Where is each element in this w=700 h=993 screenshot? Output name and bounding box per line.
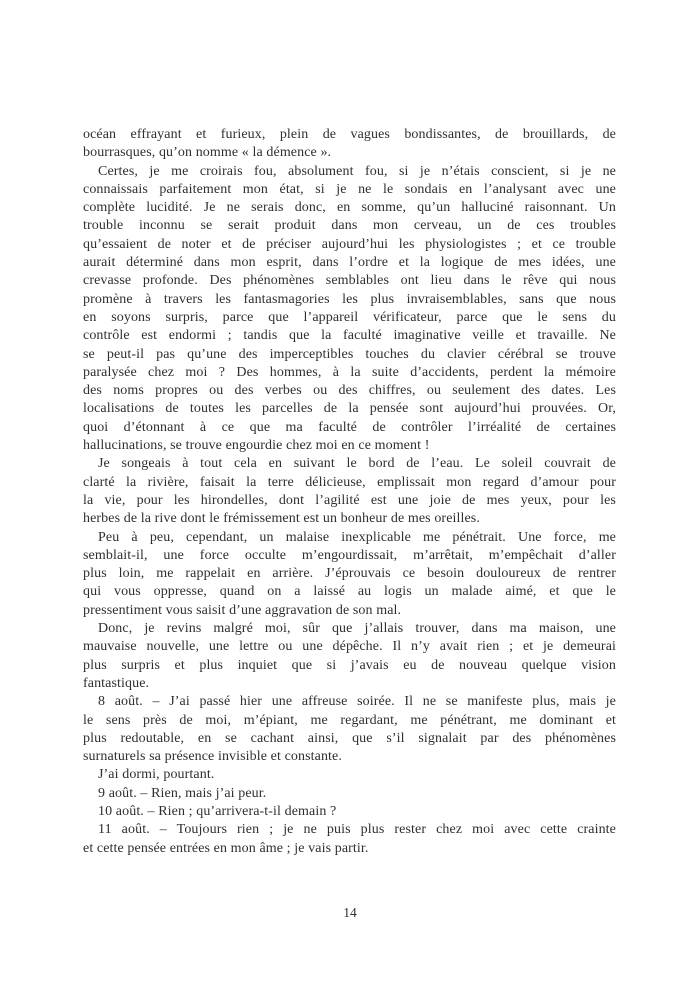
text-line: contrôle est endormi ; tandis que la faculté imaginative veille et travaille. Ne	[83, 328, 616, 344]
text-line: fantastique.	[83, 675, 150, 691]
text-line: localisations de toutes les parcelles de la pensée sont aujourd’hui prouvées. Or,	[83, 401, 616, 417]
text-line: en soyons surpris, parce que l’appareil vérificateur, parce que le sens du	[83, 309, 616, 325]
text-line: la vie, pour les hirondelles, dont l’agilité est une joie de mes yeux, pour les	[83, 492, 616, 508]
text-line: pressentiment vous saisit d’une aggravation de son mal.	[83, 602, 402, 618]
text-line: océan effrayant et furieux, plein de vagues bondissantes, de brouillards, de	[83, 127, 616, 142]
text-line: plus surpris et plus inquiet que si j’avais eu de nouveau quelque vision	[83, 657, 616, 673]
text-line: quoi d’étonnant à ce que ma faculté de contrôler l’irréalité de certaines	[83, 419, 616, 435]
text-line: Je songeais à tout cela en suivant le bord de l’eau. Le soleil couvrait de	[98, 456, 616, 472]
text-line: 11 août. – Toujours rien ; je ne puis plus rester chez moi avec cette crainte	[98, 822, 616, 838]
text-line: paralysée chez moi ? Des hommes, à la suite d’accidents, perdent la mémoire	[83, 364, 616, 380]
text-line: 8 août. – J’ai passé hier une affreuse soirée. Il ne se manifeste plus, mais je	[98, 694, 616, 710]
page-number: 14	[343, 905, 357, 920]
text-line: plus loin, me rappelait en arrière. J’éprouvais ce besoin douloureux de rentrer	[83, 566, 616, 582]
text-line: clarté la rivière, faisait la terre délicieuse, emplissait mon regard d’amour pour	[83, 474, 616, 490]
text-line: qui vous oppresse, quand on a laissé au logis un malade aimé, et que le	[83, 584, 616, 600]
text-line: J’ai dormi, pourtant.	[98, 767, 215, 783]
text-line: semblait-il, une force occulte m’engourdissait, m’arrêtait, m’empêchait d’aller	[83, 547, 616, 563]
text-line: connaissais parfaitement mon état, si je ne le sondais en l’analysant avec une	[83, 181, 616, 197]
text-line: 10 août. – Rien ; qu’arrivera-t-il demain ?	[98, 803, 337, 819]
text-line: surnaturels sa présence invisible et constante.	[83, 749, 342, 765]
text-line: herbes de la rive dont le frémissement est un bonheur de mes oreilles.	[83, 511, 480, 527]
text-line: qu’essaient de noter et de préciser aujourd’hui les physiologistes ; et ce trouble	[83, 236, 616, 252]
text-line: trouble inconnu se serait produit dans mon cerveau, un de ces troubles	[83, 218, 616, 234]
text-line: le sens près de moi, m’épiant, me regardant, me pénétrant, me dominant et	[83, 712, 616, 728]
text-line: bourrasques, qu’on nomme « la démence ».	[83, 145, 332, 161]
text-line: aurait déterminé dans mon esprit, dans l’ordre et la logique de mes idées, une	[83, 255, 616, 271]
text-line: Donc, je revins malgré moi, sûr que j’allais trouver, dans ma maison, une	[98, 621, 616, 637]
text-line: mauvaise nouvelle, une lettre ou une dépêche. Il n’y avait rien ; et je demeurai	[83, 639, 616, 655]
text-line: complète lucidité. Je ne serais donc, en somme, qu’un halluciné raisonnant. Un	[83, 200, 616, 216]
text-line: promène à travers les fantasmagories les plus invraisemblables, sans que nous	[83, 291, 616, 307]
text-line: et cette pensée entrées en mon âme ; je vais partir.	[83, 840, 369, 856]
text-line: des noms propres ou des verbes ou des chiffres, ou seulement des dates. Les	[83, 383, 616, 399]
text-line: hallucinations, se trouve engourdie chez moi en ce moment !	[83, 438, 430, 454]
text-line: Certes, je me croirais fou, absolument fou, si je n’étais conscient, si je ne	[98, 163, 616, 179]
text-line: plus redoutable, en se cachant ainsi, que s’il signalait par des phénomènes	[83, 730, 616, 746]
text-line: 9 août. – Rien, mais j’ai peur.	[98, 785, 267, 801]
text-line: se peut-il pas qu’une des imperceptibles touches du clavier cérébral se trouve	[83, 346, 616, 362]
text-line: crevasse profonde. Des phénomènes semblables ont lieu dans le rêve qui nous	[83, 273, 616, 289]
page-text	[83, 126, 616, 858]
text-line: Peu à peu, cependant, un malaise inexplicable me pénétrait. Une force, me	[98, 529, 616, 545]
